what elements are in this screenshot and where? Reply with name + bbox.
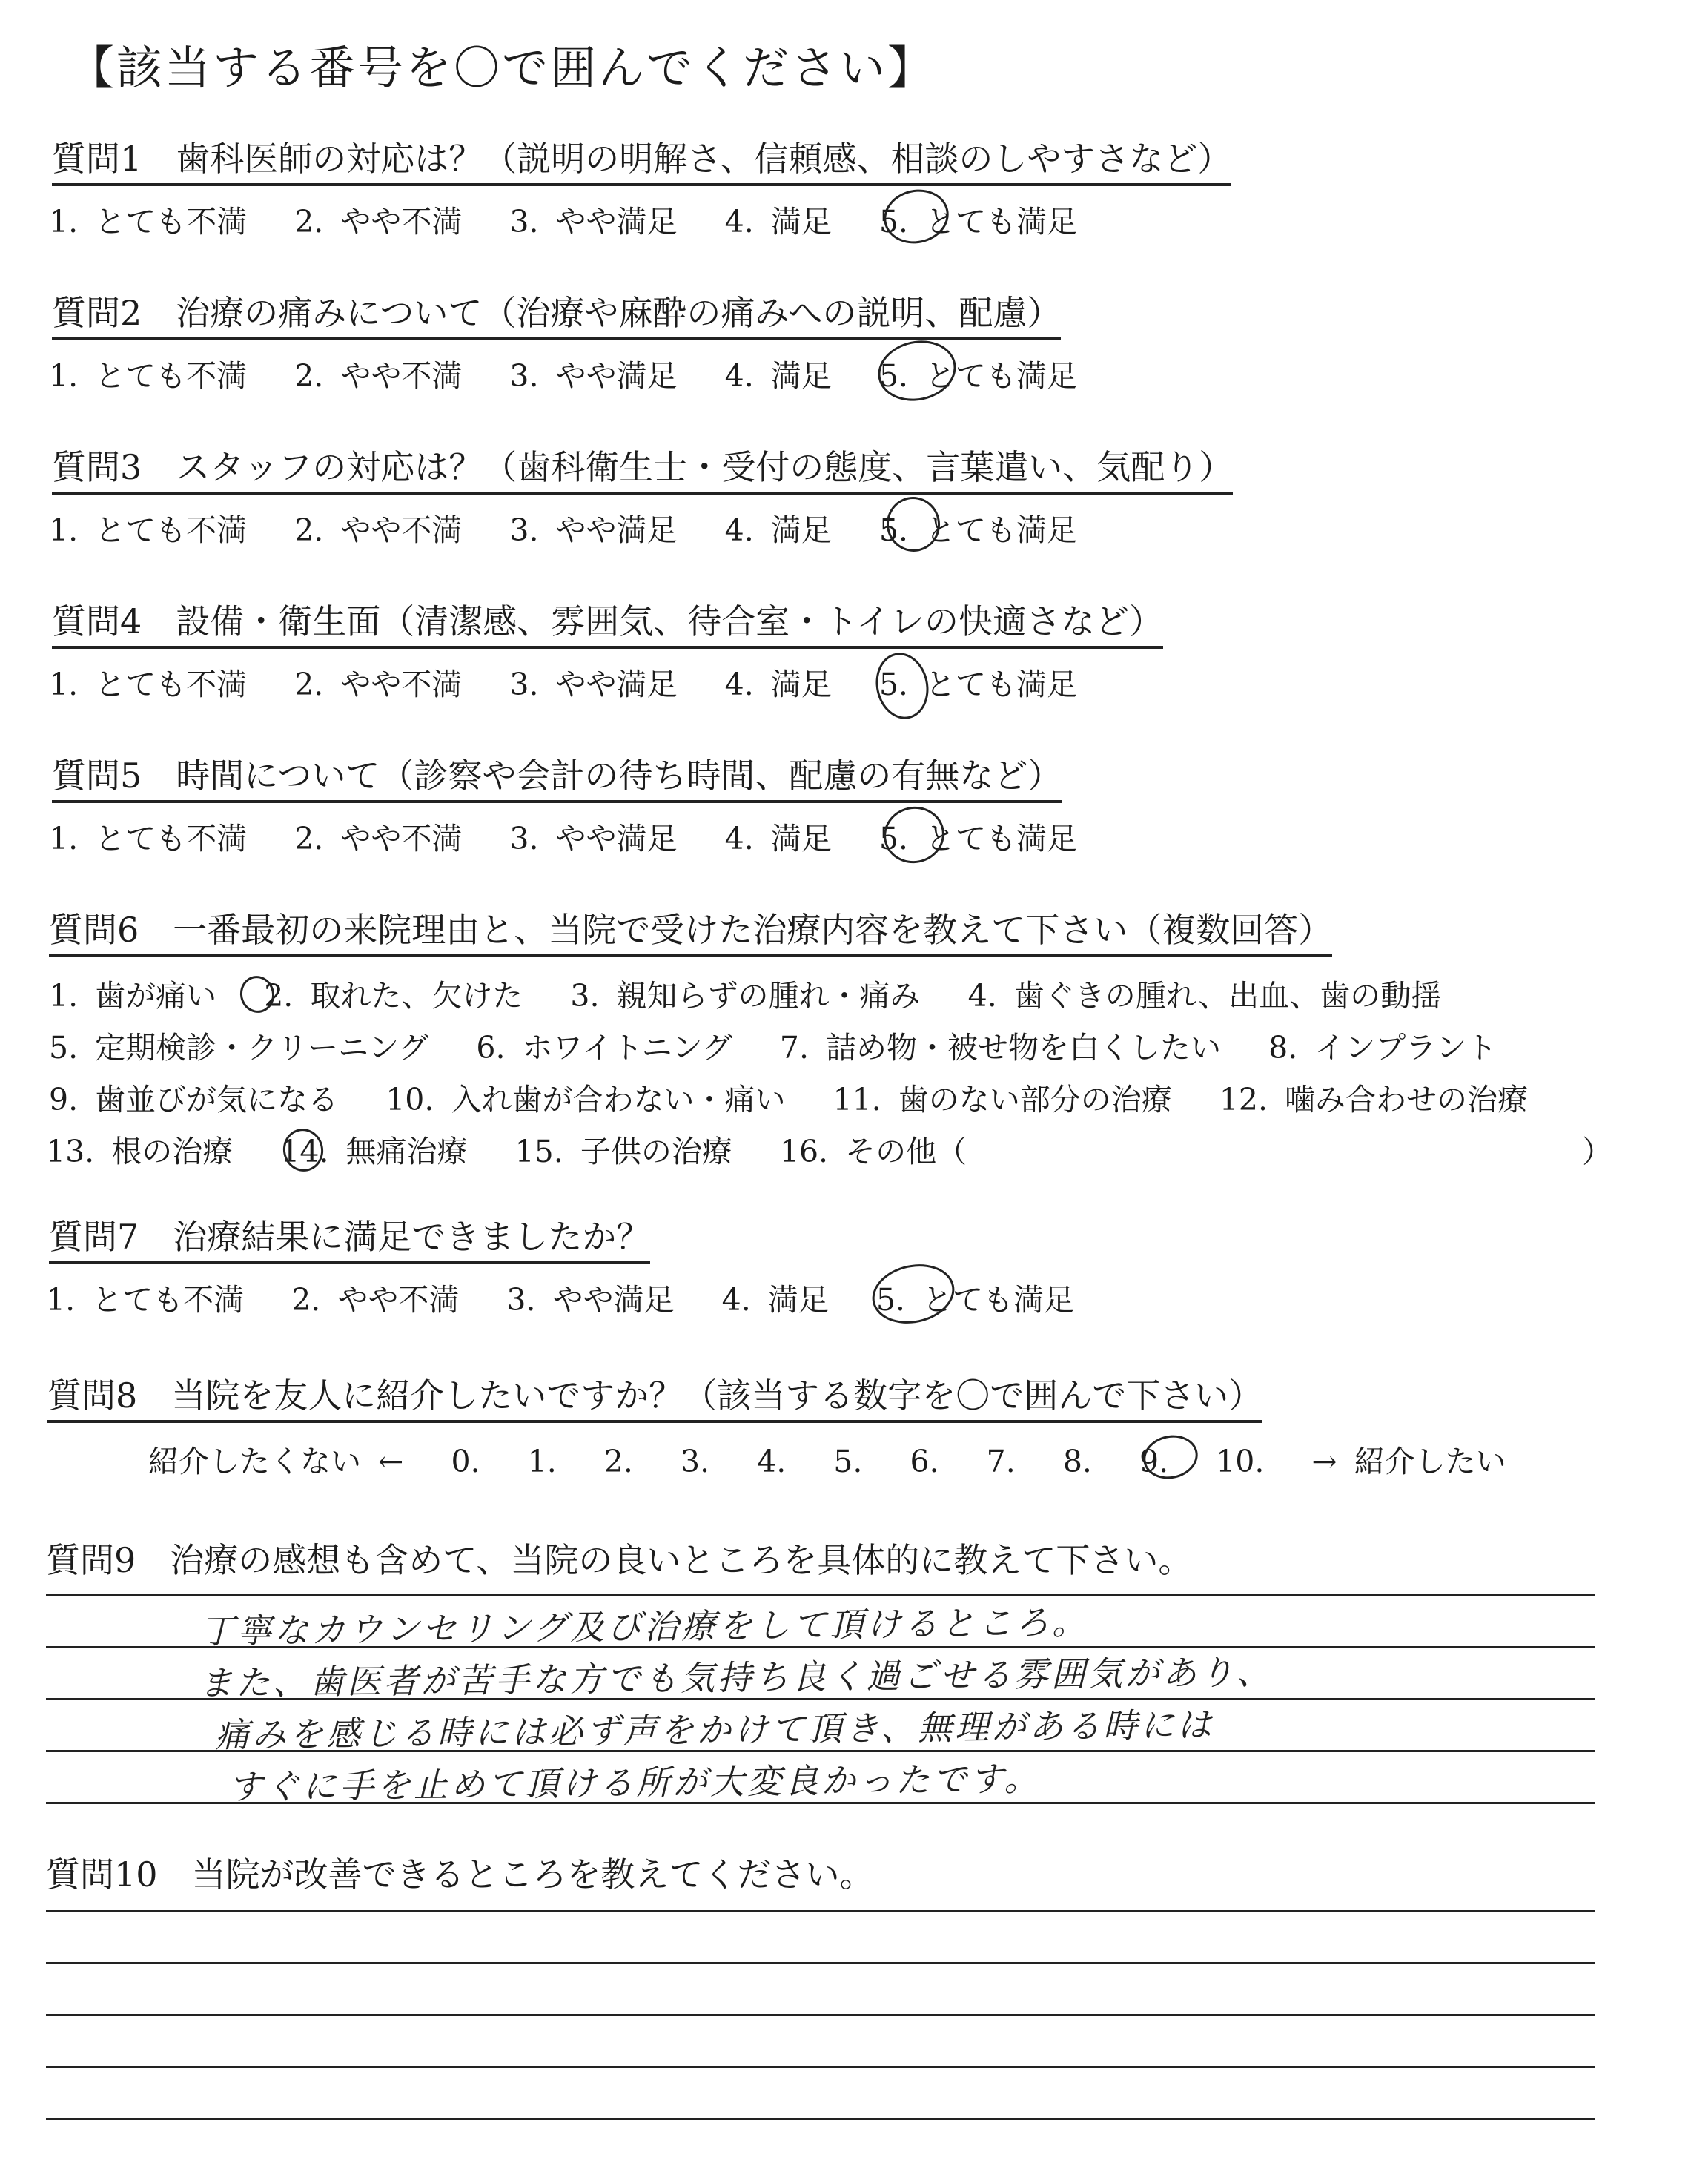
reason-13[interactable]: 13. 根の治療 (46, 1134, 234, 1169)
question-6-row-4 (46, 1127, 967, 1171)
handwritten-answer-line-3: 痛みを感じる時には必ず声をかけて頂き、無理がある時には (214, 1704, 1215, 1755)
question-10-title: 質問10 当院が改善できるところを教えてください。 (46, 1855, 874, 1895)
option-1[interactable]: 1. とても不満 (49, 358, 248, 394)
option-3[interactable]: 3. やや満足 (509, 512, 678, 548)
reason-10[interactable]: 10. 入れ歯が合わない・痛い (385, 1082, 786, 1117)
answer-line (46, 1594, 1595, 1596)
score-5[interactable]: 5. (833, 1444, 863, 1479)
score-2[interactable]: 2. (603, 1444, 633, 1479)
option-2[interactable]: 2. やや不満 (294, 667, 463, 702)
question-6-row-2 (49, 1023, 1497, 1067)
option-1[interactable]: 1. とても不満 (49, 821, 248, 856)
option-4[interactable]: 4. 満足 (724, 821, 832, 856)
question-3-title: 質問3 スタッフの対応は？（歯科衛生士・受付の態度、言葉遣い、気配り） (52, 448, 1233, 495)
reason-12[interactable]: 12. 噛み合わせの治療 (1219, 1082, 1529, 1117)
option-5[interactable]: 5. とても満足 (878, 204, 1077, 240)
reason-14[interactable]: 14. 無痛治療 (280, 1134, 468, 1169)
option-1[interactable]: 1. とても不満 (46, 1282, 245, 1318)
selection-circle-q7 (867, 1257, 960, 1331)
reason-16-other[interactable]: 16. その他（ (779, 1134, 967, 1169)
question-8-title: 質問8 当院を友人に紹介したいですか？（該当する数字を〇で囲んで下さい） (47, 1376, 1262, 1423)
option-2[interactable]: 2. やや不満 (294, 358, 463, 394)
option-5[interactable]: 5. とても満足 (878, 667, 1077, 702)
option-3[interactable]: 3. やや満足 (509, 204, 678, 240)
option-2[interactable]: 2. やや不満 (291, 1282, 460, 1318)
answer-line (46, 2118, 1595, 2120)
question-8-scale (148, 1437, 1506, 1481)
scale-left-label: 紹介したくない ← (148, 1444, 404, 1479)
answer-line (46, 2066, 1595, 2068)
reason-15[interactable]: 15. 子供の治療 (514, 1134, 732, 1169)
option-5[interactable]: 5. とても満足 (878, 821, 1077, 856)
question-1-title: 質問1 歯科医師の対応は？（説明の明解さ、信頼感、相談のしやすさなど） (52, 139, 1231, 186)
score-6[interactable]: 6. (910, 1444, 939, 1479)
option-1[interactable]: 1. とても不満 (49, 667, 248, 702)
score-9[interactable]: 9. (1139, 1444, 1169, 1479)
answer-line (46, 1910, 1595, 1912)
reason-3[interactable]: 3. 親知らずの腫れ・痛み (570, 978, 921, 1014)
reason-11[interactable]: 11. 歯のない部分の治療 (833, 1082, 1172, 1117)
score-3[interactable]: 3. (680, 1444, 710, 1479)
option-4[interactable]: 4. 満足 (721, 1282, 829, 1318)
option-2[interactable]: 2. やや不満 (294, 821, 463, 856)
option-1[interactable]: 1. とても不満 (49, 512, 248, 548)
option-1[interactable]: 1. とても不満 (49, 204, 248, 240)
question-7-title: 質問7 治療結果に満足できましたか？ (49, 1218, 650, 1264)
score-4[interactable]: 4. (757, 1444, 787, 1479)
reason-4[interactable]: 4. 歯ぐきの腫れ、出血、歯の動揺 (967, 978, 1442, 1014)
option-4[interactable]: 4. 満足 (724, 512, 832, 548)
reason-7[interactable]: 7. 詰め物・被せ物を白くしたい (779, 1030, 1222, 1066)
option-2[interactable]: 2. やや不満 (294, 204, 463, 240)
option-5[interactable]: 5. とても満足 (878, 512, 1077, 548)
option-2[interactable]: 2. やや不満 (294, 512, 463, 548)
option-4[interactable]: 4. 満足 (724, 358, 832, 394)
option-5[interactable]: 5. とても満足 (875, 1282, 1074, 1318)
question-4-title: 質問4 設備・衛生面（清潔感、雰囲気、待合室・トイレの快適さなど） (52, 602, 1163, 649)
reason-6[interactable]: 6. ホワイトニング (476, 1030, 732, 1066)
option-3[interactable]: 3. やや満足 (509, 667, 678, 702)
reason-8[interactable]: 8. インプラント (1268, 1030, 1497, 1066)
handwritten-answer-line-4: すぐに手を止めて頂ける所が大変良かったです。 (228, 1758, 1042, 1807)
other-close-paren: ） (1582, 1134, 1612, 1169)
score-7[interactable]: 7. (986, 1444, 1016, 1479)
scale-right-label: → 紹介したい (1311, 1444, 1506, 1479)
score-1[interactable]: 1. (527, 1444, 557, 1479)
handwritten-answer-line-2: また、歯医者が苦手な方でも気持ち良く過ごせる雰囲気があり、 (198, 1651, 1274, 1703)
question-2-title: 質問2 治療の痛みについて（治療や麻酔の痛みへの説明、配慮） (52, 294, 1061, 340)
score-10[interactable]: 10. (1216, 1444, 1265, 1479)
form-instruction-header: 【該当する番号を〇で囲んでください】 (68, 41, 936, 95)
option-3[interactable]: 3. やや満足 (509, 358, 678, 394)
reason-9[interactable]: 9. 歯並びが気になる (49, 1082, 339, 1117)
selection-circle-q5 (878, 801, 950, 868)
reason-2[interactable]: 2. 取れた、欠けた (264, 978, 523, 1014)
selection-circle-q2 (873, 334, 961, 408)
reason-1[interactable]: 1. 歯が痛い (49, 978, 217, 1014)
option-3[interactable]: 3. やや満足 (506, 1282, 675, 1318)
reason-5[interactable]: 5. 定期検診・クリーニング (49, 1030, 429, 1066)
question-9-title: 質問9 治療の感想も含めて、当院の良いところを具体的に教えて下さい。 (46, 1540, 1193, 1580)
answer-line (46, 2014, 1595, 2016)
option-4[interactable]: 4. 満足 (724, 204, 832, 240)
answer-line (46, 1962, 1595, 1964)
question-6-row-3 (49, 1075, 1528, 1119)
question-5-title: 質問5 時間について（診察や会計の待ち時間、配慮の有無など） (52, 756, 1062, 803)
score-8[interactable]: 8. (1062, 1444, 1092, 1479)
score-0[interactable]: 0. (451, 1444, 480, 1479)
option-5[interactable]: 5. とても満足 (878, 358, 1077, 394)
question-6-title: 質問6 一番最初の来院理由と、当院で受けた治療内容を教えて下さい（複数回答） (49, 911, 1332, 957)
handwritten-answer-line-1: 丁寧なカウンセリング及び治療をして頂けるところ。 (199, 1602, 1090, 1651)
option-3[interactable]: 3. やや満足 (509, 821, 678, 856)
option-4[interactable]: 4. 満足 (724, 667, 832, 702)
